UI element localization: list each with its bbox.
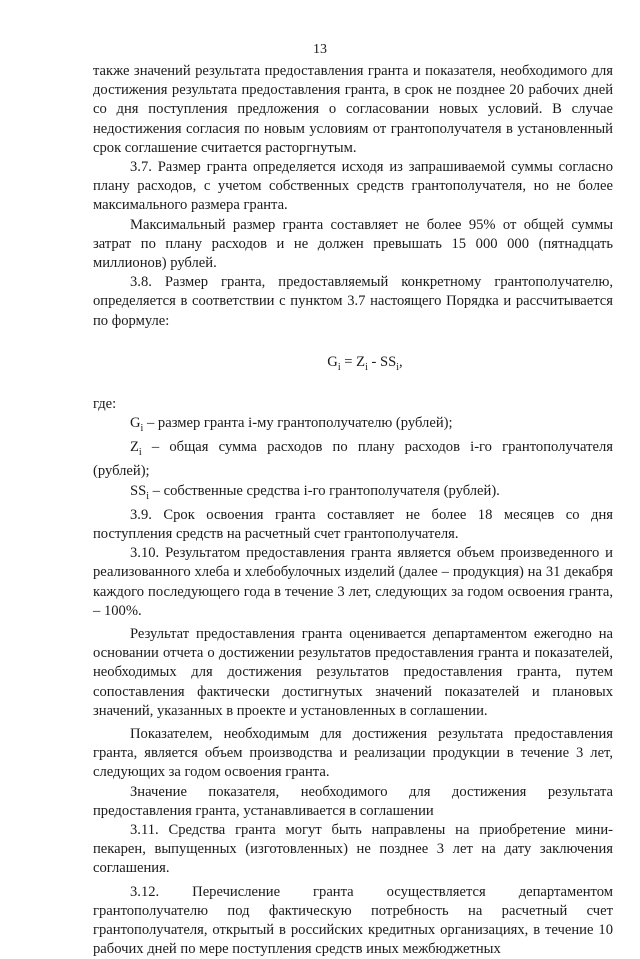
formula-ss: SS <box>380 353 397 370</box>
formula-g: G <box>327 353 338 370</box>
paragraph-max-grant: Максимальный размер гранта составляет не более 95% от общей суммы затрат по плану расходов и не должен превышать 15 000 000 (пятнадцать миллионов) рублей. <box>93 216 613 272</box>
formula-minus: - <box>367 353 381 370</box>
formula-eq: = <box>340 353 357 370</box>
definition-g-sub: i <box>140 423 144 435</box>
page-number: 13 <box>313 42 327 57</box>
definition-z-sub: i <box>138 447 142 459</box>
paragraph-3-7: 3.7. Размер гранта определяется исходя из запрашиваемой суммы согласно плану расходов, с учетом собственных средств грантополучателя, но не более максимального размера гранта. <box>93 159 613 214</box>
definition-g <box>93 414 613 438</box>
paragraph-indicator: Показателем, необходимым для достижения результата предоставления гранта, является объем производства и реализации продукции в течение 3 лет, следующих за годом освоения гранта. <box>93 725 613 781</box>
document-body <box>93 62 613 959</box>
formula-g-sub: i <box>337 361 341 373</box>
formula-ss-sub: i <box>396 361 400 373</box>
formula-tail: , <box>399 353 403 370</box>
definition-g-text: – размер гранта i-му грантополучателю (рублей); <box>143 415 453 432</box>
grant-formula <box>93 353 613 377</box>
paragraph-3-11: 3.11. Средства гранта могут быть направлены на приобретение мини-пекарен, выпущенных (изготовленных) не позднее 3 лет на дату заключения соглашения. <box>93 821 613 877</box>
formula-z-sub: i <box>365 361 368 373</box>
definition-ss <box>93 482 613 506</box>
paragraph-agreement-termination: также значений результата предоставления гранта и показателя, необходимого для достижения результата предоставления гранта, в срок не позднее 20 рабочих дней со дня поступления предложения о согласовании новых условий. В случае недостижения согласия по новым условиям от грантополучателя в установленный срок соглашение считается расторгнутым. <box>93 63 613 156</box>
definition-g-symbol: G <box>130 415 141 432</box>
paragraph-3-9: 3.9. Срок освоения гранта составляет не более 18 месяцев со дня поступления средств на расчетный счет грантополучателя. <box>93 506 613 542</box>
paragraph-result-evaluation: Результат предоставления гранта оценивается департаментом ежегодно на основании отчета о достижении результатов предоставления гранта и показателей, необходимых для достижения результатов предоставления гранта, путем сопоставления фактически достигнутых значений показателей и плановых значений, указанных в проекте и установленных в соглашении. <box>93 625 613 719</box>
definition-ss-text: – собственные средства i-го грантополучателя (рублей). <box>149 482 500 499</box>
paragraph-3-8: 3.8. Размер гранта, предоставляемый конкретному грантополучателю, определяется в соответствии с пунктом 3.7 настоящего Порядка и рассчитывается по формуле: <box>93 274 613 329</box>
definition-ss-symbol: SS <box>130 482 147 499</box>
definition-z-symbol: Z <box>130 439 139 456</box>
paragraph-3-10: 3.10. Результатом предоставления гранта является объем произведенного и реализованного хлеба и хлебобулочных изделий (далее – продукция) на 31 декабря каждого последующего года в течение 3 лет, следующих за годом освоения гранта, – 100%. <box>93 545 613 619</box>
paragraph-3-12: 3.12. Перечисление гранта осуществляется департаментом грантополучателю под фактическую потребность на расчетный счет грантополучателя, открытый в российских кредитных организациях, в течение 10 рабочих дней по мере поступления средств иных межбюджетных <box>93 883 613 958</box>
paragraph-where: где: <box>93 395 117 412</box>
definition-ss-sub: i <box>146 490 150 502</box>
paragraph-indicator-value: Значение показателя, необходимого для достижения результата предоставления гранта, устанавливается в соглашении <box>93 783 613 819</box>
formula-z: Z <box>356 353 366 370</box>
definition-z-text: – общая сумма расходов по плану расходов i-го грантополучателя (рублей); <box>93 439 613 480</box>
definition-z <box>93 438 613 481</box>
